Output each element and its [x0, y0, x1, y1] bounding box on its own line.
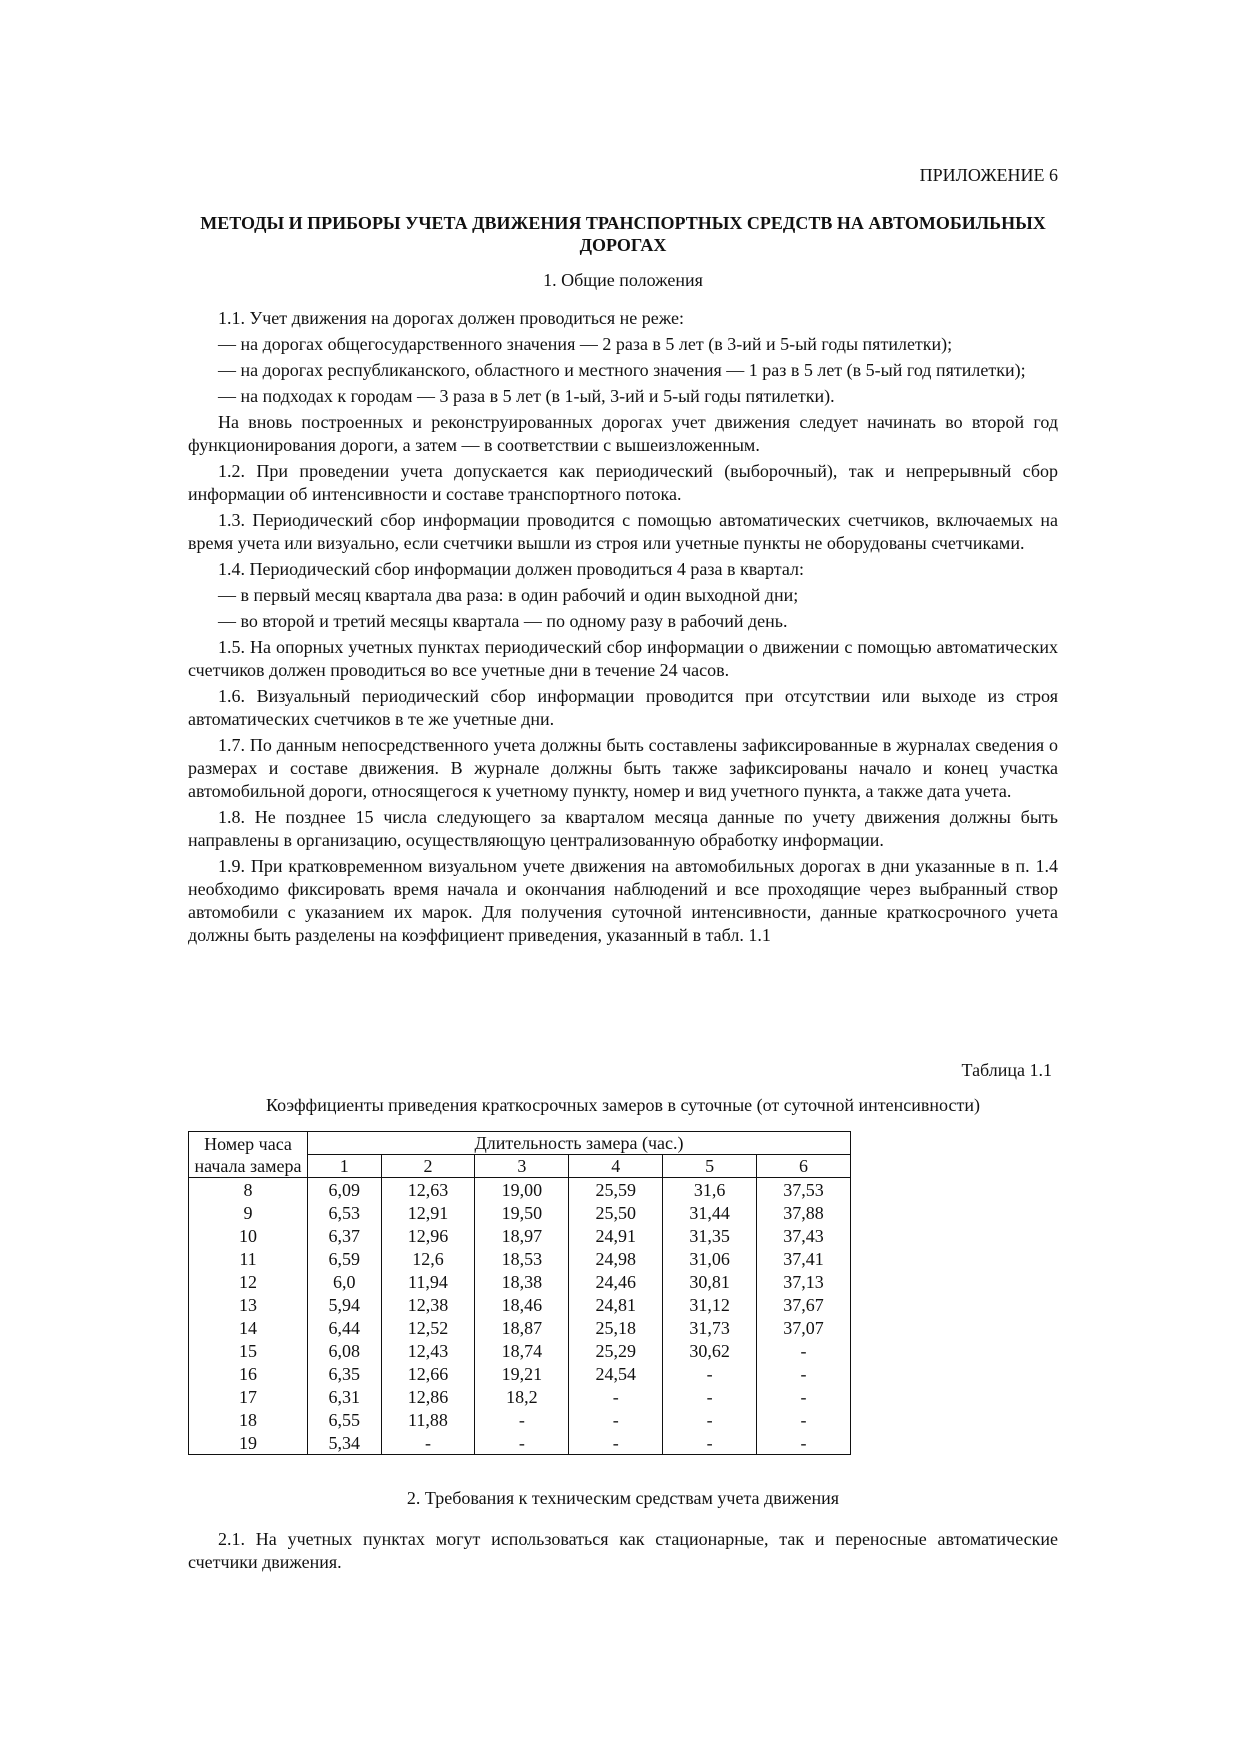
table-row [189, 1270, 851, 1293]
coefficient-cell: 31,44 [663, 1201, 757, 1224]
paragraph: 1.8. Не позднее 15 числа следующего за кварталом месяца данные по учету движения должны быть направлены в организацию, осуществляющую централизованную обработку информации. [188, 807, 1058, 850]
table-row [189, 1293, 851, 1316]
paragraph: 1.2. При проведении учета допускается как периодический (выборочный), так и непрерывный сбор информации об интенсивности и составе транспортного потока. [188, 461, 1058, 504]
hour-cell: 17 [189, 1385, 308, 1408]
table-body [189, 1178, 851, 1455]
coefficient-cell: - [569, 1408, 663, 1431]
coefficient-cell: 37,43 [757, 1224, 851, 1247]
coefficient-cell: 31,73 [663, 1316, 757, 1339]
coefficient-cell: 12,38 [381, 1293, 475, 1316]
table-row [189, 1224, 851, 1247]
coefficient-cell: 18,46 [475, 1293, 569, 1316]
coefficient-cell: - [663, 1408, 757, 1431]
coefficient-cell: 18,74 [475, 1339, 569, 1362]
coefficient-cell: 37,53 [757, 1178, 851, 1202]
coefficient-cell: 31,12 [663, 1293, 757, 1316]
coefficient-cell: 19,21 [475, 1362, 569, 1385]
coefficient-cell: - [663, 1385, 757, 1408]
hour-cell: 13 [189, 1293, 308, 1316]
paragraph: — на подходах к городам — 3 раза в 5 лет (в 1-ый, 3-ий и 5-ый годы пятилетки). [218, 386, 835, 406]
paragraph: 1.4. Периодический сбор информации должен проводиться 4 раза в квартал: [218, 559, 804, 579]
coefficient-cell: 5,34 [308, 1431, 382, 1455]
table-row [189, 1247, 851, 1270]
duration-header-cell: 4 [569, 1155, 663, 1178]
coefficient-cell: 37,07 [757, 1316, 851, 1339]
coefficient-cell: - [757, 1385, 851, 1408]
coefficient-cell: 30,81 [663, 1270, 757, 1293]
hour-cell: 15 [189, 1339, 308, 1362]
paragraph: На вновь построенных и реконструированных дорогах учет движения следует начинать во второй год функционирования дороги, а затем — в соответствии с вышеизложенным. [188, 412, 1058, 455]
coefficient-cell: 37,41 [757, 1247, 851, 1270]
coefficient-cell: 12,96 [381, 1224, 475, 1247]
duration-header-cell: 2 [381, 1155, 475, 1178]
coefficient-cell: 18,87 [475, 1316, 569, 1339]
coefficient-cell: - [757, 1431, 851, 1455]
coefficient-cell: 25,59 [569, 1178, 663, 1202]
table-row [189, 1316, 851, 1339]
paragraph: — во второй и третий месяцы квартала — по одному разу в рабочий день. [218, 611, 788, 631]
document-title: МЕТОДЫ И ПРИБОРЫ УЧЕТА ДВИЖЕНИЯ ТРАНСПОРТНЫХ СРЕДСТВ НА АВТОМОБИЛЬНЫХ ДОРОГАХ [200, 213, 1046, 255]
coefficient-cell: 31,06 [663, 1247, 757, 1270]
paragraph: — на дорогах республиканского, областного и местного значения — 1 раз в 5 лет (в 5-ый год пятилетки); [218, 360, 1026, 380]
coefficient-cell: 37,13 [757, 1270, 851, 1293]
hour-cell: 10 [189, 1224, 308, 1247]
coefficient-cell: 6,09 [308, 1178, 382, 1202]
coefficient-cell: 6,31 [308, 1385, 382, 1408]
duration-header-cell: 1 [308, 1155, 382, 1178]
hour-cell: 18 [189, 1408, 308, 1431]
coefficient-cell: 19,50 [475, 1201, 569, 1224]
coefficient-cell: 6,35 [308, 1362, 382, 1385]
paragraph: 1.5. На опорных учетных пунктах периодический сбор информации о движении с помощью автоматических счетчиков должен проводиться во все учетные дни в течение 24 часов. [188, 637, 1058, 680]
hour-cell: 12 [189, 1270, 308, 1293]
coefficient-cell: 25,50 [569, 1201, 663, 1224]
coefficient-cell: - [569, 1385, 663, 1408]
coefficient-cell: 25,18 [569, 1316, 663, 1339]
coefficient-cell: 24,81 [569, 1293, 663, 1316]
hour-cell: 16 [189, 1362, 308, 1385]
coefficient-cell: 12,86 [381, 1385, 475, 1408]
hour-cell: 8 [189, 1178, 308, 1202]
coefficient-cell: 6,08 [308, 1339, 382, 1362]
coefficient-cell: 12,63 [381, 1178, 475, 1202]
coefficient-cell: - [757, 1408, 851, 1431]
coefficient-cell: - [381, 1431, 475, 1455]
paragraph: — в первый месяц квартала два раза: в один рабочий и один выходной дни; [218, 585, 799, 605]
coefficient-cell: 31,35 [663, 1224, 757, 1247]
coefficient-cell: 12,6 [381, 1247, 475, 1270]
coefficient-cell: 37,67 [757, 1293, 851, 1316]
hour-cell: 11 [189, 1247, 308, 1270]
hour-cell: 19 [189, 1431, 308, 1455]
coefficient-cell: 37,88 [757, 1201, 851, 1224]
duration-header-cell: 6 [757, 1155, 851, 1178]
hour-cell: 9 [189, 1201, 308, 1224]
section-1-body [188, 307, 1058, 950]
coefficient-cell: 18,38 [475, 1270, 569, 1293]
coefficient-cell: 6,55 [308, 1408, 382, 1431]
coefficient-cell: - [475, 1408, 569, 1431]
coefficient-cell: 6,0 [308, 1270, 382, 1293]
coefficient-cell: - [757, 1339, 851, 1362]
table-caption: Коэффициенты приведения краткосрочных замеров в суточные (от суточной интенсивности) [266, 1095, 980, 1115]
coefficient-cell: 24,98 [569, 1247, 663, 1270]
paragraph: 1.6. Визуальный периодический сбор информации проводится при отсутствии или выходе из строя автоматических счетчиков в те же учетные дни. [188, 686, 1058, 729]
coefficient-cell: 12,91 [381, 1201, 475, 1224]
coefficient-cell: 12,52 [381, 1316, 475, 1339]
coefficient-cell: - [757, 1362, 851, 1385]
paragraph: 2.1. На учетных пунктах могут использоваться как стационарные, так и переносные автоматические счетчики движения. [188, 1529, 1058, 1572]
paragraph: 1.3. Периодический сбор информации проводится с помощью автоматических счетчиков, включаемых на время учета или визуально, если счетчики вышли из строя или учетные пункты не оборудованы счетчиками. [188, 510, 1058, 553]
table-label: Таблица 1.1 [961, 1060, 1052, 1080]
table-row [189, 1431, 851, 1455]
duration-column-header: Длительность замера (час.) [308, 1132, 851, 1155]
coefficient-cell: 11,94 [381, 1270, 475, 1293]
hour-column-header: Номер часа начала замера [189, 1132, 308, 1178]
coefficient-cell: 6,44 [308, 1316, 382, 1339]
coefficient-cell: 31,6 [663, 1178, 757, 1202]
coefficient-cell: - [663, 1431, 757, 1455]
coefficient-cell: - [663, 1362, 757, 1385]
coefficient-cell: 18,53 [475, 1247, 569, 1270]
coefficient-cell: 24,54 [569, 1362, 663, 1385]
coefficient-cell: 24,46 [569, 1270, 663, 1293]
coefficient-cell: 6,59 [308, 1247, 382, 1270]
paragraph: 1.7. По данным непосредственного учета должны быть составлены зафиксированные в журналах сведения о размерах и составе движения. В журнале должны быть также зафиксированы начало и конец участка автомобильной дороги, относящегося к учетному пункту, номер и вид учетного пункта, а также дата учета. [188, 735, 1058, 801]
hour-cell: 14 [189, 1316, 308, 1339]
coefficient-cell: - [475, 1431, 569, 1455]
section-heading-2: 2. Требования к техническим средствам учета движения [406, 1488, 840, 1508]
paragraph: — на дорогах общегосударственного значения — 2 раза в 5 лет (в 3-ий и 5-ый годы пятилетки); [218, 334, 953, 354]
coefficient-cell: 6,37 [308, 1224, 382, 1247]
appendix-label: ПРИЛОЖЕНИЕ 6 [919, 165, 1058, 185]
table-row [189, 1385, 851, 1408]
coefficient-cell: 5,94 [308, 1293, 382, 1316]
coefficient-cell: 19,00 [475, 1178, 569, 1202]
coefficient-cell: 12,66 [381, 1362, 475, 1385]
coefficient-cell: - [569, 1431, 663, 1455]
table-row [189, 1201, 851, 1224]
coefficient-cell: 18,2 [475, 1385, 569, 1408]
duration-header-cell: 5 [663, 1155, 757, 1178]
coefficient-cell: 24,91 [569, 1224, 663, 1247]
coefficients-table [188, 1131, 851, 1455]
coefficient-cell: 12,43 [381, 1339, 475, 1362]
coefficient-cell: 18,97 [475, 1224, 569, 1247]
coefficient-cell: 30,62 [663, 1339, 757, 1362]
duration-header-cell: 3 [475, 1155, 569, 1178]
table-row [189, 1362, 851, 1385]
section-heading-1: 1. Общие положения [543, 270, 703, 290]
coefficient-cell: 6,53 [308, 1201, 382, 1224]
table-row [189, 1178, 851, 1202]
paragraph: 1.9. При кратковременном визуальном учете движения на автомобильных дорогах в дни указанные в п. 1.4 необходимо фиксировать время начала и окончания наблюдений и все проходящие через выбранный створ автомобили с указанием их марок. Для получения суточной интенсивности, данные краткосрочного учета должны быть разделены на коэффициент приведения, указанный в табл. 1.1 [188, 856, 1058, 945]
paragraph: 1.1. Учет движения на дорогах должен проводиться не реже: [218, 308, 684, 328]
section-2-body [188, 1528, 1058, 1574]
table-row [189, 1408, 851, 1431]
table-row [189, 1339, 851, 1362]
coefficient-cell: 25,29 [569, 1339, 663, 1362]
coefficient-cell: 11,88 [381, 1408, 475, 1431]
